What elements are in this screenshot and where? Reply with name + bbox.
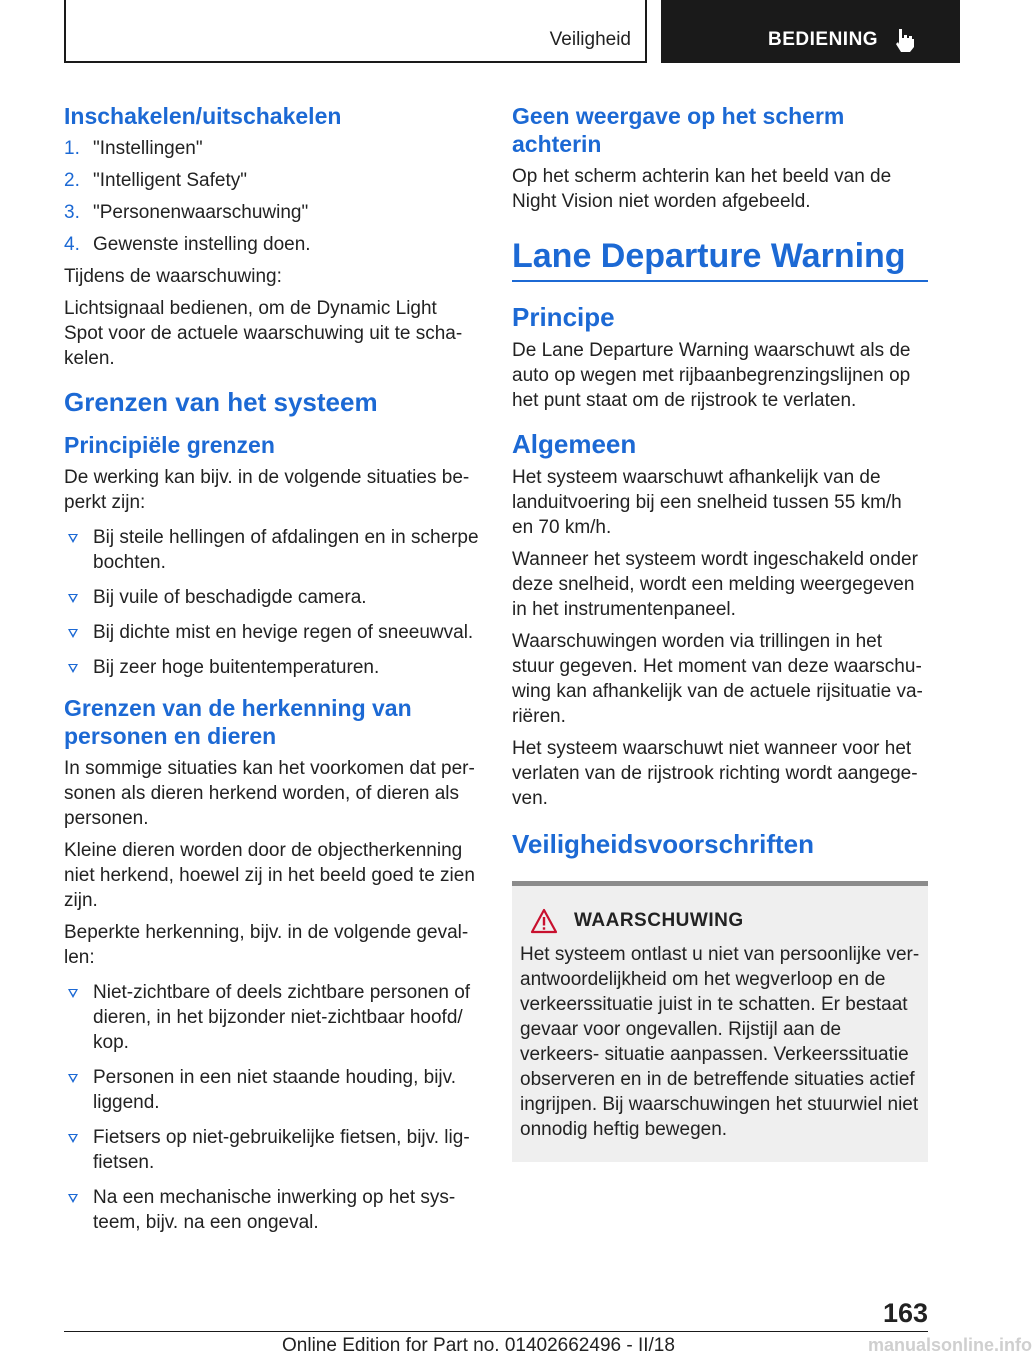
paragraph: Wanneer het systeem wordt ingeschakeld onder deze snelheid, wordt een melding weergegeven in het instrumentenpaneel. xyxy=(512,549,918,620)
paragraph: Tijdens de waarschuwing: xyxy=(64,266,282,287)
heading-principe: Principe xyxy=(512,302,615,332)
triangle-bullet-icon xyxy=(68,534,78,543)
page-number: 163 xyxy=(882,1298,928,1328)
step-number: 1. xyxy=(64,138,80,159)
chapter-tab xyxy=(661,0,960,63)
bullet-text: Bij dichte mist en hevige regen of sneeuwval. xyxy=(93,622,474,643)
warning-triangle-icon xyxy=(530,908,558,934)
list-item xyxy=(64,200,480,225)
paragraph: Waarschuwingen worden via trillingen in het stuur gegeven. Het moment van deze waarschu‐ wing kan afhankelijk van de actuele rijsituatie va‐ riëren. xyxy=(512,631,923,727)
bullet-text: Na een mechanische inwerking op het sys‐ teem, bijv. na een ongeval. xyxy=(93,1187,456,1233)
left-column xyxy=(64,100,480,1249)
warning-title: WAARSCHUWING xyxy=(574,910,744,931)
triangle-bullet-icon xyxy=(68,629,78,638)
warning-text: Het systeem ontlast u niet van persoonlijke ver‐ antwoordelijkheid om het wegverloop en de verkeerssituatie juist in te schatten. Er bestaat gevaar voor ongevallen. Rijstijl aan de verkeers‐ situatie aanpassen. Verkeerssituatie observeren en in de betreffende situaties actief ingrijpen. Bij waarschuwingen het stuurwiel niet onnodig heftig bewegen. xyxy=(520,944,920,1140)
triangle-bullet-icon xyxy=(68,1134,78,1143)
paragraph: Kleine dieren worden door de objectherkenning niet herkend, hoewel zij in het beeld goed te zien zijn. xyxy=(64,840,475,911)
bullet-text: Fietsers op niet-gebruikelijke fietsen, bijv. lig‐ fietsen. xyxy=(93,1127,470,1173)
list-item xyxy=(64,1185,480,1235)
heading-principiele: Principiële grenzen xyxy=(64,432,275,458)
paragraph: De werking kan bijv. in de volgende situaties be‐ perkt zijn: xyxy=(64,467,470,513)
paragraph: In sommige situaties kan het voorkomen dat per‐ sonen als dieren herkend worden, of dieren als personen. xyxy=(64,758,475,829)
step-text: "Intelligent Safety" xyxy=(93,170,247,191)
list-item xyxy=(64,655,480,680)
step-text: "Instellingen" xyxy=(93,138,203,159)
bullet-list xyxy=(64,525,480,680)
bullet-text: Bij vuile of beschadigde camera. xyxy=(93,587,367,608)
warning-header xyxy=(520,908,920,934)
heading-veiligheid: Veiligheidsvoorschriften xyxy=(512,829,814,859)
hand-pointer-icon xyxy=(894,27,916,53)
list-item xyxy=(64,136,480,161)
paragraph: Het systeem waarschuwt afhankelijk van de landuitvoering bij een snelheid tussen 55 km/h en 70 km/h. xyxy=(512,467,902,538)
right-column xyxy=(512,100,928,1162)
list-item xyxy=(64,168,480,193)
triangle-bullet-icon xyxy=(68,664,78,673)
bullet-text: Niet-zichtbare of deels zichtbare personen of dieren, in het bijzonder niet-zichtbaar hoofd/ kop. xyxy=(93,982,471,1053)
heading-lane-departure: Lane Departure Warning xyxy=(512,237,906,275)
list-item xyxy=(64,232,480,257)
step-number: 3. xyxy=(64,202,80,223)
triangle-bullet-icon xyxy=(68,1194,78,1203)
step-number: 4. xyxy=(64,234,80,255)
step-text: Gewenste instelling doen. xyxy=(93,234,311,255)
bullet-text: Bij zeer hoge buitentemperaturen. xyxy=(93,657,380,678)
list-item xyxy=(64,1065,480,1115)
warning-box xyxy=(512,881,928,1162)
heading-geen-weergave: Geen weergave op het scherm achterin xyxy=(512,103,845,157)
triangle-bullet-icon xyxy=(68,594,78,603)
section-tab xyxy=(64,0,647,63)
footer-divider xyxy=(64,1331,928,1332)
list-item xyxy=(64,620,480,645)
bullet-text: Personen in een niet staande houding, bijv. liggend. xyxy=(93,1067,457,1113)
page-header xyxy=(0,0,960,66)
heading-herkenning: Grenzen van de herkenning van personen en dieren xyxy=(64,695,412,749)
steps-list xyxy=(64,136,480,257)
paragraph: Beperkte herkenning, bijv. in de volgende geval‐ len: xyxy=(64,922,469,968)
triangle-bullet-icon xyxy=(68,1074,78,1083)
watermark-logo: manualsonline.info xyxy=(868,1335,1032,1355)
heading-algemeen: Algemeen xyxy=(512,429,637,459)
paragraph: Op het scherm achterin kan het beeld van de Night Vision niet worden afgebeeld. xyxy=(512,166,892,212)
bullet-list xyxy=(64,980,480,1235)
list-item xyxy=(64,1125,480,1175)
paragraph: Lichtsignaal bedienen, om de Dynamic Light Spot voor de actuele waarschuwing uit te scha‐ kelen. xyxy=(64,298,463,369)
bullet-text: Bij steile hellingen of afdalingen en in scherpe bochten. xyxy=(93,527,479,573)
section-title: Veiligheid xyxy=(549,29,631,50)
triangle-bullet-icon xyxy=(68,989,78,998)
list-item xyxy=(64,980,480,1055)
step-text: "Personenwaarschuwing" xyxy=(93,202,309,223)
footer-edition: Online Edition for Part no. 01402662496 - II/18 xyxy=(282,1335,675,1356)
list-item xyxy=(64,525,480,575)
heading-inschakelen: Inschakelen/uitschakelen xyxy=(64,103,342,129)
heading-grenzen: Grenzen van het systeem xyxy=(64,387,378,417)
heading-rule xyxy=(512,280,928,282)
paragraph: Het systeem waarschuwt niet wanneer voor het verlaten van de rijstrook richting wordt aangege‐ ven. xyxy=(512,738,918,809)
paragraph: De Lane Departure Warning waarschuwt als de auto op wegen met rijbaanbegrenzingslijnen op het punt staat om de rijstrook te verlaten. xyxy=(512,340,911,411)
step-number: 2. xyxy=(64,170,80,191)
list-item xyxy=(64,585,480,610)
chapter-title: BEDIENING xyxy=(768,29,879,50)
